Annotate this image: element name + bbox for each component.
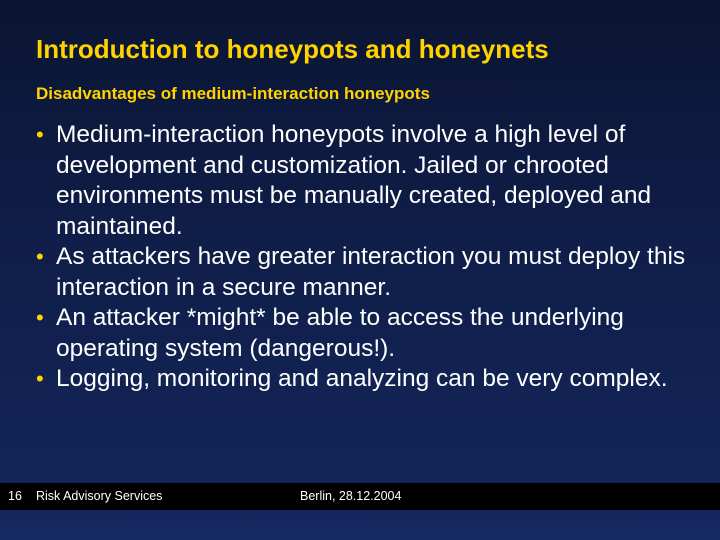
bullet-item [36, 242, 696, 303]
bullet-text: Medium-interaction honeypots involve a high level of development and customization. Jailed or chrooted environments must be manually created, deployed and maintained. [56, 121, 652, 240]
bullet-item [36, 364, 696, 395]
bullet-icon: • [36, 366, 44, 391]
bullet-list [36, 120, 696, 395]
bullet-icon: • [36, 244, 44, 269]
bullet-text: As attackers have greater interaction you must deploy this interaction in a secure manner. [56, 243, 686, 301]
footer-date: Berlin, 28.12.2004 [300, 489, 402, 503]
bullet-text: An attacker *might* be able to access the underlying operating system (dangerous!). [56, 304, 624, 362]
bullet-icon: • [36, 122, 44, 147]
bottom-band [0, 510, 720, 540]
slide-subtitle: Disadvantages of medium-interaction honeypots [36, 84, 430, 103]
bullet-icon: • [36, 305, 44, 330]
slide-title: Introduction to honeypots and honeynets [36, 34, 549, 64]
page-number: 16 [8, 489, 22, 503]
bullet-item [36, 120, 696, 242]
bullet-text: Logging, monitoring and analyzing can be very complex. [56, 365, 668, 392]
bullet-item [36, 303, 696, 364]
footer-bar [0, 483, 720, 510]
footer-company: Risk Advisory Services [36, 489, 163, 503]
